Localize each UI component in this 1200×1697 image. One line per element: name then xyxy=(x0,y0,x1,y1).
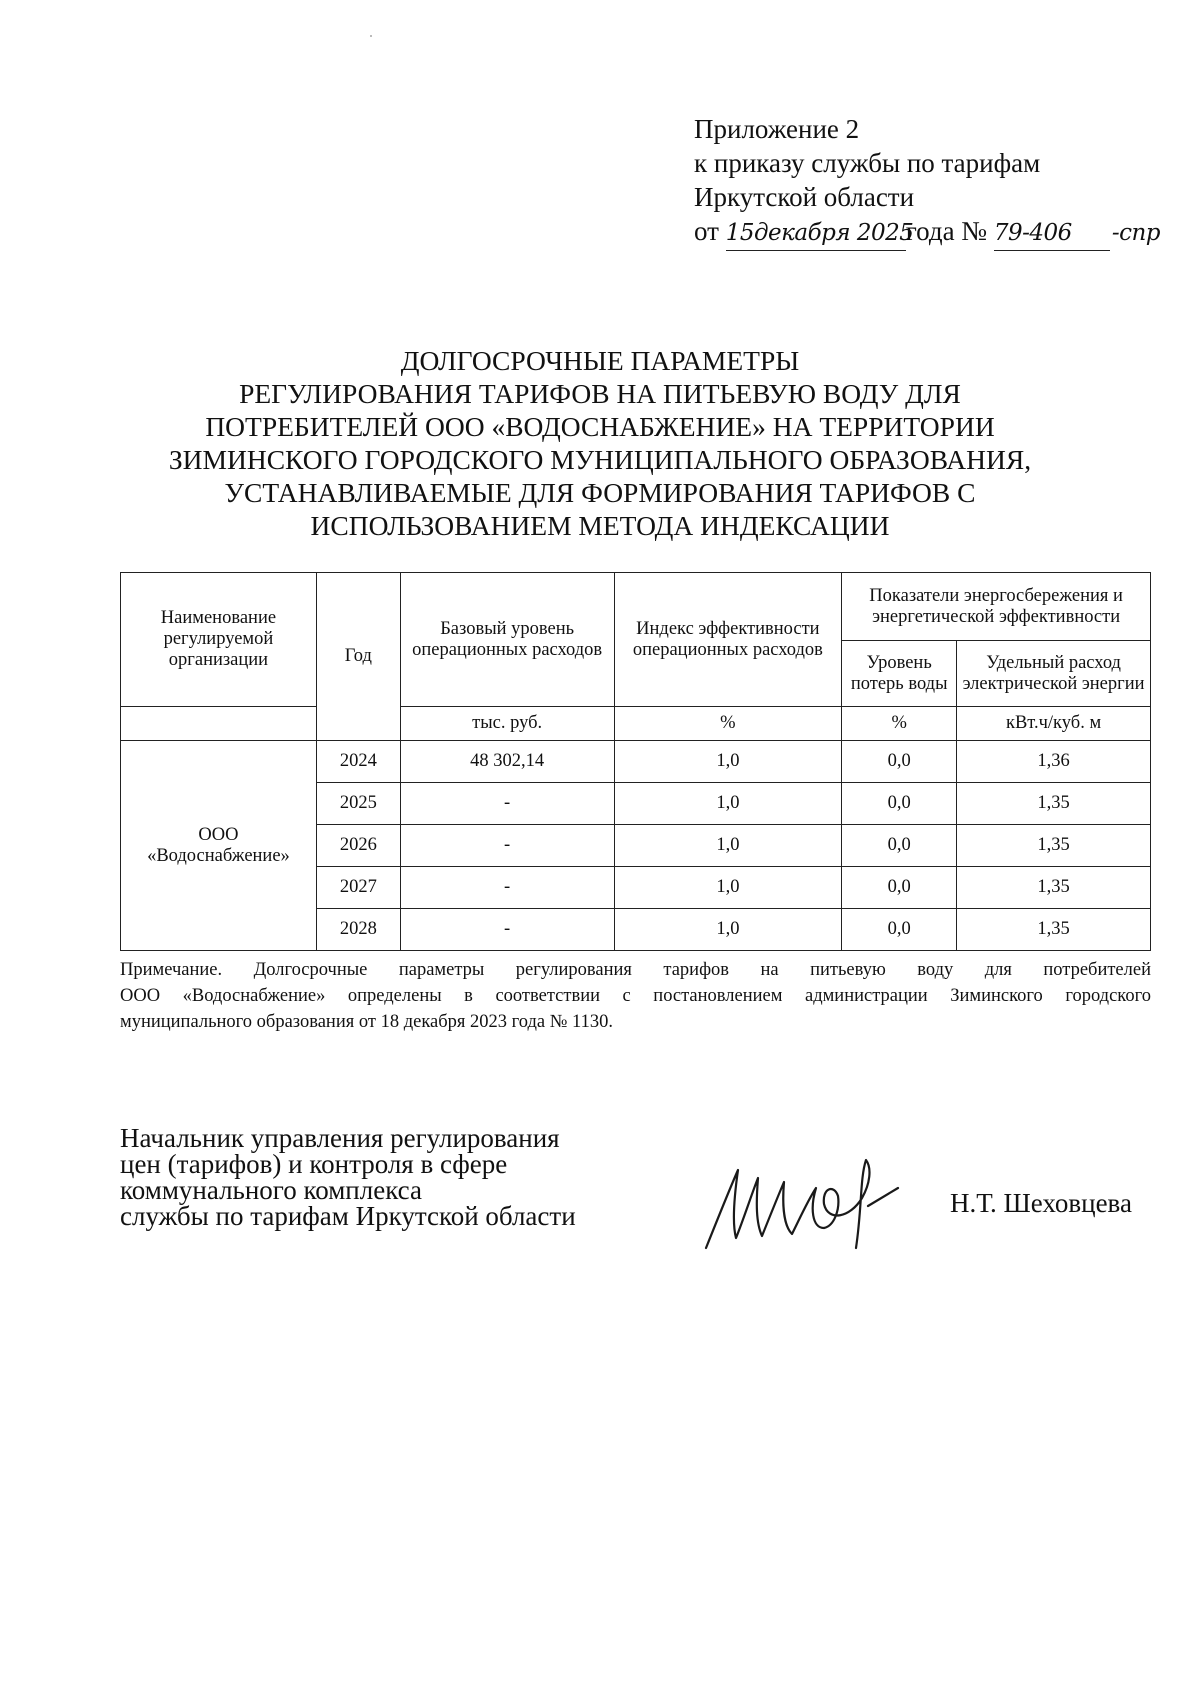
cell-index: 1,0 xyxy=(614,825,842,867)
parameters-table xyxy=(120,572,1151,951)
table-row xyxy=(121,741,1151,783)
cell-year: 2026 xyxy=(316,825,400,867)
unit-base: тыс. руб. xyxy=(400,707,614,741)
scan-speck xyxy=(370,35,372,37)
cell-index: 1,0 xyxy=(614,741,842,783)
appendix-order-ref: к приказу службы по тарифам xyxy=(694,148,1041,178)
title-line: УСТАНАВЛИВАЕМЫЕ ДЛЯ ФОРМИРОВАНИЯ ТАРИФОВ С xyxy=(224,477,976,508)
footnote xyxy=(120,957,1151,1035)
title-line: ДОЛГОСРОЧНЫЕ ПАРАМЕТРЫ xyxy=(400,345,800,376)
org-name: ООО «Водоснабжение» xyxy=(147,824,290,866)
appendix-region: Иркутской области xyxy=(694,182,915,212)
signer-position xyxy=(120,1125,576,1229)
cell-loss: 0,0 xyxy=(842,867,957,909)
cell-index: 1,0 xyxy=(614,783,842,825)
header-year: Год xyxy=(316,573,400,741)
header-efficiency-index: Индекс эффективности операционных расходов xyxy=(614,573,842,707)
cell-electricity: 1,36 xyxy=(957,741,1151,783)
title-line: ПОТРЕБИТЕЛЕЙ ООО «ВОДОСНАБЖЕНИЕ» НА ТЕРРИТОРИИ xyxy=(205,411,995,442)
year-word: года № xyxy=(905,216,988,246)
header-energy-group: Показатели энергосбережения и энергетической эффективности xyxy=(842,573,1151,641)
cell-base: - xyxy=(400,867,614,909)
handwritten-signature xyxy=(700,1148,910,1258)
cell-base: - xyxy=(400,783,614,825)
header-base-level: Базовый уровень операционных расходов xyxy=(400,573,614,707)
cell-year: 2024 xyxy=(316,741,400,783)
header-org: Наименование регулируемой организации xyxy=(121,573,317,707)
cell-electricity: 1,35 xyxy=(957,825,1151,867)
unit-loss: % xyxy=(842,707,957,741)
cell-electricity: 1,35 xyxy=(957,783,1151,825)
cell-year: 2025 xyxy=(316,783,400,825)
title-line: ЗИМИНСКОГО ГОРОДСКОГО МУНИЦИПАЛЬНОГО ОБРАЗОВАНИЯ, xyxy=(168,444,1032,475)
signer-line: Начальник управления регулирования xyxy=(120,1123,560,1153)
table-units-row xyxy=(121,707,1151,741)
note-line: Примечание. Долгосрочные параметры регулирования тарифов на питьевую воду для потребителей xyxy=(120,960,1151,980)
cell-loss: 0,0 xyxy=(842,741,957,783)
unit-org-empty xyxy=(121,707,317,741)
signer-line: коммунального комплекса xyxy=(120,1175,422,1205)
note-line: муниципального образования от 18 декабря 2023 года № 1130. xyxy=(120,1012,613,1032)
document-title xyxy=(160,344,1040,542)
title-line: ИСПОЛЬЗОВАНИЕМ МЕТОДА ИНДЕКСАЦИИ xyxy=(310,510,890,541)
appendix-label: Приложение 2 xyxy=(694,114,860,144)
handwritten-order-suffix: -спр xyxy=(1111,220,1161,246)
from-prefix: от xyxy=(694,216,719,246)
signer-line: службы по тарифам Иркутской области xyxy=(120,1201,576,1231)
unit-electricity: кВт.ч/куб. м xyxy=(957,707,1151,741)
cell-loss: 0,0 xyxy=(842,909,957,951)
cell-base: - xyxy=(400,825,614,867)
signer-name: Н.Т. Шеховцева xyxy=(950,1188,1132,1218)
table-header-row xyxy=(121,573,1151,641)
org-name-cell xyxy=(121,741,317,951)
cell-base: - xyxy=(400,909,614,951)
cell-loss: 0,0 xyxy=(842,783,957,825)
cell-index: 1,0 xyxy=(614,909,842,951)
cell-base: 48 302,14 xyxy=(400,741,614,783)
appendix-date-line xyxy=(694,214,1174,251)
cell-electricity: 1,35 xyxy=(957,867,1151,909)
note-line: ООО «Водоснабжение» определены в соответствии с постановлением администрации Зиминского городского xyxy=(120,986,1151,1006)
appendix-header xyxy=(694,112,1174,251)
signer-line: цен (тарифов) и контроля в сфере xyxy=(120,1149,508,1179)
cell-index: 1,0 xyxy=(614,867,842,909)
handwritten-date: 15декабря 2025 xyxy=(726,216,906,251)
cell-electricity: 1,35 xyxy=(957,909,1151,951)
cell-year: 2027 xyxy=(316,867,400,909)
header-water-loss: Уровень потерь воды xyxy=(842,641,957,707)
title-line: РЕГУЛИРОВАНИЯ ТАРИФОВ НА ПИТЬЕВУЮ ВОДУ ДЛЯ xyxy=(239,378,961,409)
header-electricity-use: Удельный расход электрической энергии xyxy=(957,641,1151,707)
cell-loss: 0,0 xyxy=(842,825,957,867)
handwritten-order-number: 79-406 xyxy=(994,216,1110,251)
cell-year: 2028 xyxy=(316,909,400,951)
unit-index: % xyxy=(614,707,842,741)
